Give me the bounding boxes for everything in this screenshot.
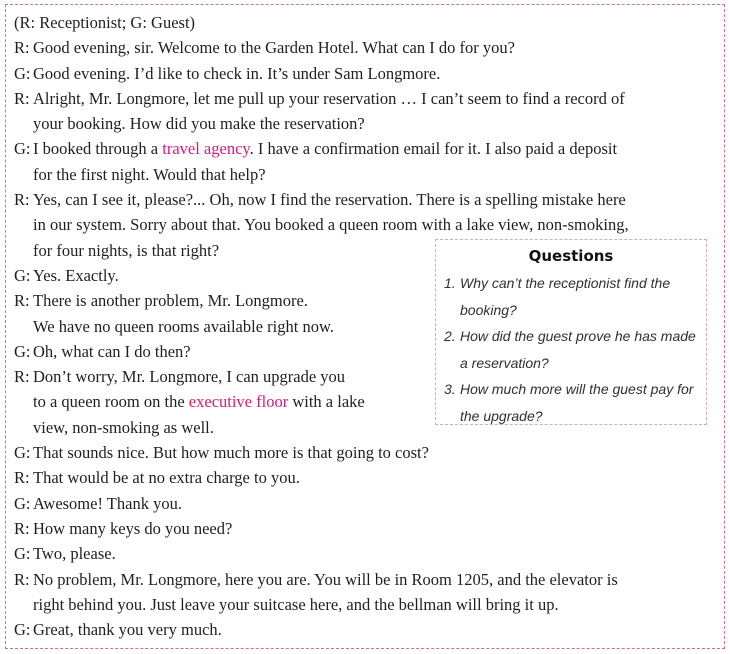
dialogue-line: [14, 10, 716, 35]
dialogue-text: I booked through a: [33, 139, 163, 159]
dialogue-line: [14, 35, 716, 60]
dialogue-text: view, non-smoking as well.: [33, 417, 214, 437]
dialogue-text: That sounds nice. But how much more is that going to cost?: [33, 443, 429, 463]
dialogue-text: Yes. Exactly.: [33, 265, 119, 285]
dialogue-text: for the first night. Would that help?: [33, 164, 266, 184]
dialogue-text: in our system. Sorry about that. You booked a queen room with a lake view, non-smoking,: [33, 215, 629, 235]
dialogue-line: [14, 212, 716, 237]
dialogue-text: Alright, Mr. Longmore, let me pull up your reservation … I can’t seem to find a record of: [33, 88, 625, 108]
speaker-label: G:: [14, 63, 31, 83]
dialogue-text: No problem, Mr. Longmore, here you are. You will be in Room 1205, and the elevator is: [33, 569, 618, 589]
dialogue-text: to a queen room on the: [33, 392, 189, 412]
speaker-label: G:: [14, 544, 31, 564]
question-line: the upgrade?: [460, 407, 543, 424]
dialogue-text: . I have a confirmation email for it. I also paid a deposit: [249, 139, 618, 159]
speaker-label: R:: [14, 291, 30, 311]
dialogue-line: [14, 111, 716, 136]
dialogue-text: Great, thank you very much.: [33, 620, 222, 640]
question-line: How did the guest prove he has made: [460, 328, 696, 344]
dialogue-line: [14, 567, 716, 592]
speaker-label: G:: [14, 493, 31, 513]
speaker-label: G:: [14, 443, 31, 463]
dialogue-text: (R: Receptionist; G: Guest): [14, 13, 196, 32]
question-line: How much more will the guest pay for: [460, 381, 694, 397]
speaker-label: G:: [14, 620, 31, 640]
dialogue-line: [14, 491, 716, 516]
question-item: [444, 376, 698, 429]
dialogue-text: your booking. How did you make the reservation?: [33, 114, 365, 134]
question-line: a reservation?: [460, 354, 549, 371]
questions-title: Questions: [528, 247, 614, 265]
highlight-term: travel agency: [162, 139, 250, 159]
question-line: Why can’t the receptionist find the: [460, 275, 671, 291]
speaker-label: R:: [14, 38, 30, 58]
dialogue-text: That would be at no extra charge to you.: [33, 468, 300, 488]
question-item: [444, 270, 698, 323]
dialogue-line: [14, 592, 716, 617]
speaker-label: R:: [14, 569, 30, 589]
question-number: 1.: [444, 275, 456, 291]
dialogue-text: for four nights, is that right?: [33, 240, 220, 260]
dialogue-text: Good evening, sir. Welcome to the Garden Hotel. What can I do for you?: [33, 38, 515, 58]
question-item: [444, 323, 698, 376]
dialogue-text: Awesome! Thank you.: [33, 493, 182, 513]
speaker-label: R:: [14, 190, 30, 210]
dialogue-line: [14, 187, 716, 212]
dialogue-line: [14, 162, 716, 187]
dialogue-line: [14, 465, 716, 490]
speaker-label: R:: [14, 518, 30, 538]
questions-box: [435, 239, 707, 425]
highlight-term: executive floor: [188, 392, 289, 412]
dialogue-line: [14, 86, 716, 111]
speaker-label: R:: [14, 367, 30, 387]
speaker-label: R:: [14, 468, 30, 488]
dialogue-text: Good evening. I’d like to check in. It’s under Sam Longmore.: [33, 63, 441, 83]
question-number: 2.: [444, 328, 456, 344]
dialogue-text: There is another problem, Mr. Longmore.: [33, 291, 308, 311]
question-line: booking?: [460, 301, 517, 318]
speaker-label: G:: [14, 341, 31, 361]
dialogue-text: How many keys do you need?: [33, 518, 233, 538]
speaker-label: G:: [14, 139, 31, 159]
dialogue-text: Oh, what can I do then?: [33, 341, 191, 361]
dialogue-text: We have no queen rooms available right now.: [33, 316, 334, 336]
dialogue-line: [14, 136, 716, 161]
dialogue-text: Yes, can I see it, please?... Oh, now I find the reservation. There is a spelling mistake here: [33, 190, 626, 210]
dialogue-text: right behind you. Just leave your suitcase here, and the bellman will bring it up.: [33, 594, 559, 614]
dialogue-line: [14, 541, 716, 566]
dialogue-line: [14, 61, 716, 86]
speaker-label: R:: [14, 88, 30, 108]
dialogue-text: Two, please.: [33, 544, 116, 564]
dialogue-line: [14, 440, 716, 465]
questions-list: [444, 270, 698, 429]
dialogue-text: with a lake: [288, 392, 365, 412]
question-number: 3.: [444, 381, 456, 397]
speaker-label: G:: [14, 265, 31, 285]
dialogue-line: [14, 516, 716, 541]
dialogue-line: [14, 617, 716, 642]
dialogue-text: Don’t worry, Mr. Longmore, I can upgrade you: [33, 367, 346, 387]
